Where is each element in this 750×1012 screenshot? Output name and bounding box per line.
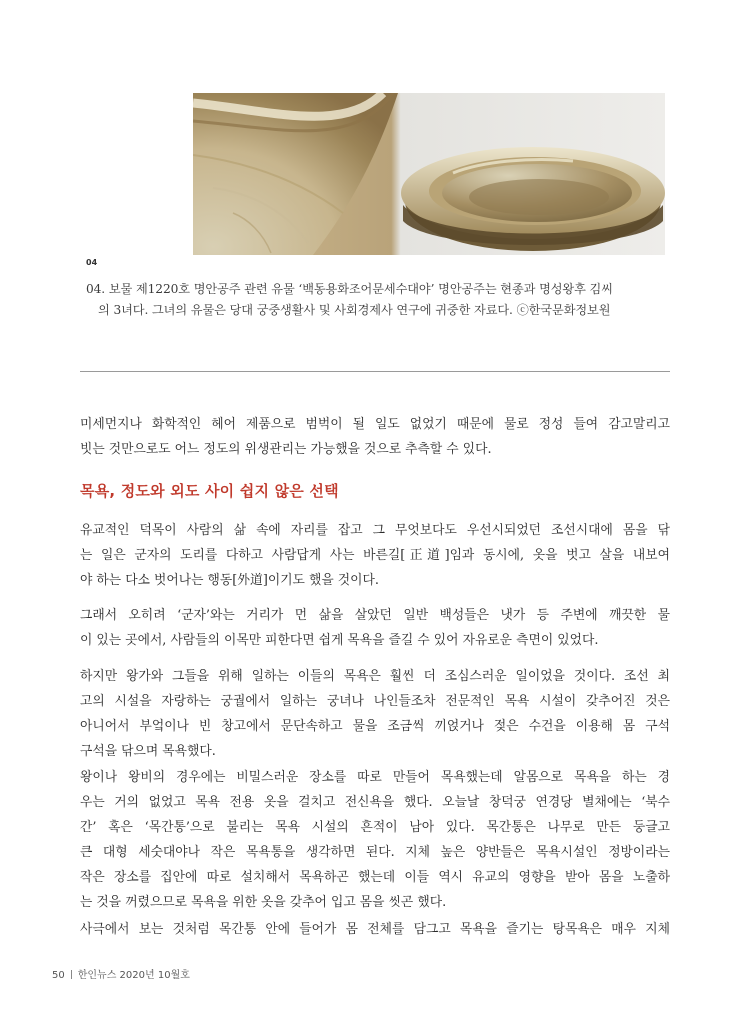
body-line: 는 것을 꺼렸으므로 목욕을 위한 옷을 갖추어 입고 몸을 씻곤 했다. [80,895,447,910]
figure-caption [86,279,670,321]
body-line: 는 일은 군자의 도리를 다하고 사람답게 사는 바른길[正道]임과 동시에, 옷을 벗고 살을 내보여 [80,548,670,563]
body-line: 미세먼지나 화학적인 헤어 제품으로 범벅이 될 일도 없었기 때문에 물로 정성 들여 감고말리고 [80,417,670,432]
footer-separator [71,970,72,979]
page-number: 50 [52,970,65,981]
intro-paragraph [80,412,670,462]
body-line: 사극에서 보는 것처럼 목간통 안에 들어가 몸 전체를 담그고 목욕을 즐기는 탕목욕은 매우 지체 [80,922,670,937]
body-line: 이 있는 곳에서, 사람들의 이목만 피한다면 쉽게 목욕을 즐길 수 있어 자유로운 측면이 있었다. [80,633,599,648]
section-heading: 목욕, 정도와 외도 사이 쉽지 않은 선택 [80,482,339,500]
body-line: 아니어서 부엌이나 빈 창고에서 문단속하고 물을 조금씩 끼얹거나 젖은 수건을 이용해 몸 구석 [80,719,670,734]
caption-line: 의 3녀다. 그녀의 유물은 당대 궁중생활사 및 사회경제사 연구에 귀중한 자료다. ⓒ한국문화정보원 [98,303,611,317]
body-line: 간’ 혹은 ‘목간통’으로 불리는 목욕 시설의 흔적이 남아 있다. 목간통은 나무로 만든 둥글고 [80,820,670,835]
divider-line [80,371,670,372]
figure-number: 04 [86,258,98,267]
body-line: 유교적인 덕목이 사람의 삶 속에 자리를 잡고 그 무엇보다도 우선시되었던 조선시대에 몸을 닦 [80,523,670,538]
basin-illustration [193,93,665,255]
body-line: 고의 시설을 자랑하는 궁궐에서 일하는 궁녀나 나인들조차 전문적인 목욕 시설이 갖추어진 것은 [80,694,670,709]
paragraph-3 [80,664,670,764]
body-line: 구석을 닦으며 목욕했다. [80,744,216,759]
body-line: 빗는 것만으로도 어느 정도의 위생관리는 가능했을 것으로 추측할 수 있다. [80,442,492,457]
body-line: 큰 대형 세숫대야나 작은 목욕통을 생각하면 된다. 지체 높은 양반들은 목욕시설인 정방이라는 [80,845,670,860]
paragraph-2 [80,603,670,653]
figure-photo-basin [193,93,665,255]
caption-line: 04. 보물 제1220호 명안공주 관련 유물 ‘백동용화조어문세수대야’ 명안공주는 현종과 명성왕후 김씨 [86,282,613,296]
body-line: 야 하는 다소 벗어나는 행동[外道]이기도 했을 것이다. [80,573,379,588]
body-line: 작은 장소를 집안에 따로 설치해서 목욕하곤 했는데 이들 역시 유교의 영향을 받아 몸을 노출하 [80,870,670,885]
body-line: 하지만 왕가와 그들을 위해 일하는 이들의 목욕은 훨씬 더 조심스러운 일이었을 것이다. 조선 최 [80,669,670,684]
body-line: 그래서 오히려 ‘군자’와는 거리가 먼 삶을 살았던 일반 백성들은 냇가 등 주변에 깨끗한 물 [80,608,670,623]
body-line: 왕이나 왕비의 경우에는 비밀스러운 장소를 따로 만들어 목욕했는데 알몸으로 목욕을 하는 경 [80,770,670,785]
page-footer [52,966,190,981]
paragraph-5 [80,917,670,942]
body-line: 우는 거의 없었고 목욕 전용 옷을 걸치고 전신욕을 했다. 오늘날 창덕궁 연경당 별채에는 ‘북수 [80,795,670,810]
paragraph-1 [80,518,670,593]
publication-name: 한인뉴스 2020년 10월호 [77,970,190,981]
paragraph-4 [80,765,670,915]
